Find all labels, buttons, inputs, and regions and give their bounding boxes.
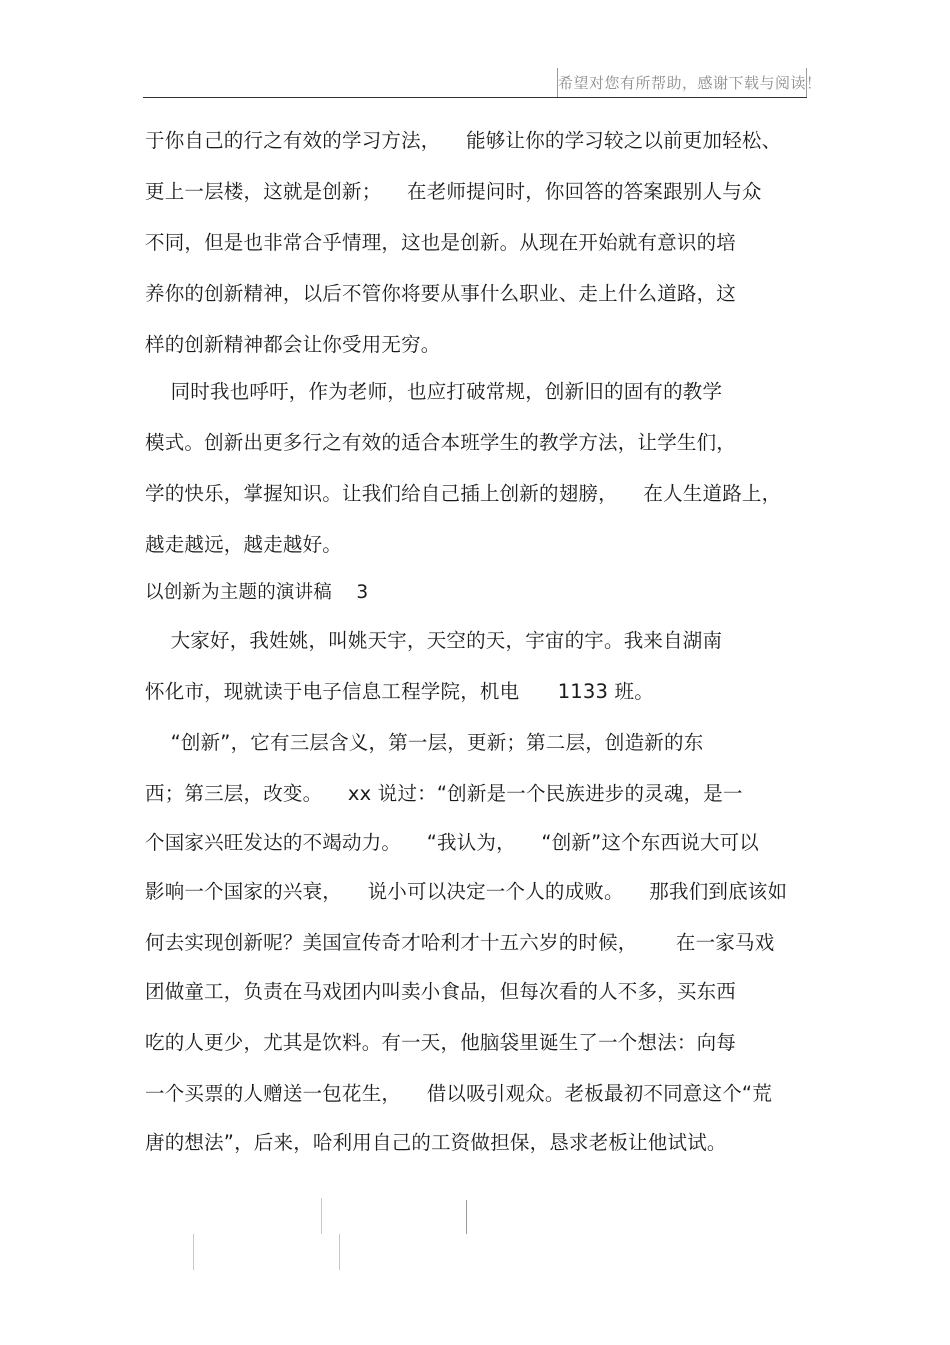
text-line: 样的创新精神都会让你受用无穷。 [145,333,441,356]
text-line: 模式。创新出更多行之有效的适合本班学生的教学方法，让学生们， [145,431,737,454]
text-line: “创新”，它有三层含义，第一层，更新；第二层，创造新的东 [145,731,704,754]
header-rule [143,97,807,98]
scan-mark [466,1200,467,1234]
text-line: 不同，但是也非常合乎情理，这也是创新。从现在开始就有意识的培 [145,231,737,254]
text-line: 西；第三层，改变。 xx 说过：“创新是一个民族进步的灵魂，是一 [145,782,743,805]
text-line: 唐的想法”，后来，哈利用自己的工资做担保，恳求老板让他试试。 [145,1131,727,1154]
text-line: 一个买票的人赠送一包花生， 借以吸引观众。老板最初不同意这个“荒 [145,1082,772,1105]
text-line: 于你自己的行之有效的学习方法， 能够让你的学习较之以前更加轻松、 [145,129,782,152]
text-line: 学的快乐，掌握知识。让我们给自己插上创新的翅膀， 在人生道路上， [145,482,782,505]
scan-mark [321,1198,322,1234]
text-line: 吃的人更少，尤其是饮料。有一天，他脑袋里诞生了一个想法：向每 [145,1031,737,1054]
text-line: 大家好，我姓姚，叫姚天宇，天空的天，宇宙的宇。我来自湖南 [145,629,723,652]
scan-mark [193,1234,194,1270]
text-line: 何去实现创新呢？美国宣传奇才哈利才十五六岁的时候， 在一家马戏 [145,931,775,954]
section-heading: 以创新为主题的演讲稿 3 [145,582,369,603]
text-line: 影响一个国家的兴衰， 说小可以决定一个人的成败。 那我们到底该如 [145,880,788,903]
text-line: 更上一层楼，这就是创新； 在老师提问时，你回答的答案跟别人与众 [145,180,762,203]
text-line: 养你的创新精神，以后不管你将要从事什么职业、走上什么道路，这 [145,282,737,305]
text-line: 团做童工，负责在马戏团内叫卖小食品，但每次看的人不多，买东西 [145,980,737,1003]
text-line: 越走越远，越走越好。 [145,533,343,556]
header-note: 希望对您有所帮助，感谢下载与阅读！ [557,68,807,98]
text-line: 怀化市，现就读于电子信息工程学院，机电 1133 班。 [145,680,654,703]
text-line: 同时我也呼吁，作为老师，也应打破常规，创新旧的固有的教学 [145,380,723,403]
scan-mark [339,1234,340,1270]
text-line: 个国家兴旺发达的不竭动力。 “我认为， “创新”这个东西说大可以 [145,831,759,854]
